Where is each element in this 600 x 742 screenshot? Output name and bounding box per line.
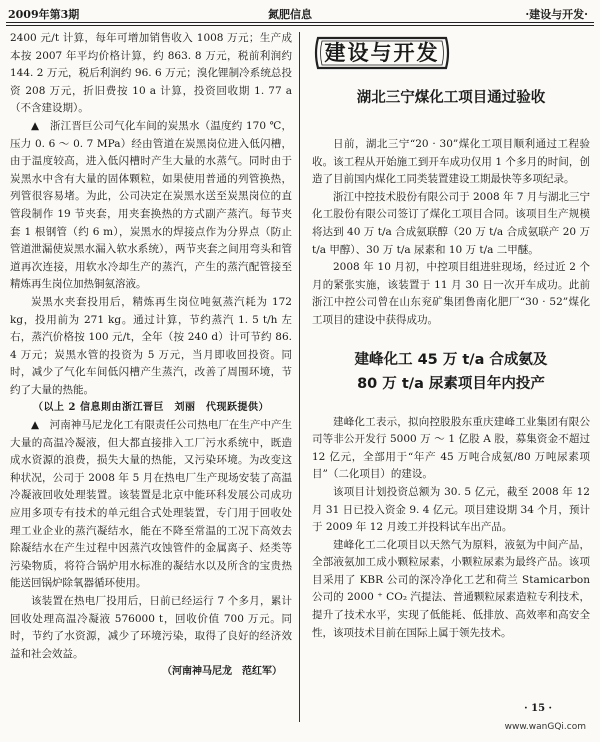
journal-title: 氮肥信息	[268, 8, 312, 21]
credit-line: （以上 2 信息則由浙江晋巨 刘丽 代现跃提供）	[33, 402, 269, 414]
article-title-line2: 80 万 t/a 尿素项目年内投产	[357, 375, 545, 392]
right-column	[312, 30, 590, 642]
header-rule	[6, 22, 594, 23]
page-header	[0, 0, 600, 26]
issue-label: 2009年第3期	[8, 8, 80, 21]
paragraph: 炭黑水夹套投用后，精炼再生岗位吨氨蒸汽耗为 172 kg，投用前为 271 kg。通过计算，节约蒸汽 1. 5 t/h 左右，蒸汽价格按 100 元/t，全年（按 240 d）计可节约 86. 4 万元；炭黑水管的投资为 5 万元，当月即收回投资。同时，减少了气化车间低闪槽产生蒸汽，改善了周围环境，节约了大量的热能。	[10, 295, 292, 396]
credit-line: （河南神马尼龙 范红军）	[162, 666, 282, 678]
paragraph: 建峰化工二化项目以天然气为原料，液氨为中间产品，全部液氨加工成小颗粒尿素，小颗粒尿素为最终产品。该项目采用了 KBR 公司的深冷净化工艺和荷兰 Stamicarbon 公司的 2000 ⁺ CO₂ 汽提法、普通颗粒尿素造粒专利技术，提升了技术水平，实现了低能耗、低排放、高效率和高安全性，该项技术目前在国际上属于领先技术。	[312, 538, 590, 639]
paragraph: 2008 年 10 月初，中控项目组进驻现场，经过近 2 个月的紧张实施，该装置于 11 月 30 日一次开车成功。此前浙江中控公司曾在山东兖矿集团鲁南化肥厂“30 · 52”煤化工项目的建设中获得成功。	[312, 261, 590, 326]
paragraph: 浙江中控技术股份有限公司于 2008 年 7 月与湖北三宁化工股份有限公司签订了煤化工项目合同。该项目生产规模将达到 40 万 t/a 合成氨联醇（20 万 t/a 合成氨联产 20 万 t/a 甲醇）、30 万 t/a 尿素和 10 万 t/a 二甲醚。	[312, 190, 590, 256]
article-title-line1: 建峰化工 45 万 t/a 合成氨及	[354, 351, 548, 368]
paragraph: ▲ 河南神马尼龙化工有限责任公司热电厂在生产中产生大量的高温冷凝液，但大都直接排入工厂污水系统中，既造成水资源的浪费，损失大量的热能，又污染环境。为改变这种状况，公司于 2008 年 5 月在热电厂生产现场安装了高温冷凝液回收处理装置。该装置是北京中能环科发展公司成功应用多项专有技术的单元组合式处理装置，专门用于回收处理工业企业的蒸汽凝结水，能在不降至常温的工况下高效去除凝结水在产生过程中因蒸汽攻蚀管件的金属离子、烃类等污染物质，将符合锅炉用水标准的凝结水以及所含的宝贵热能送回锅炉除氧器循环使用。	[10, 419, 292, 590]
watermark-url: www.wanGQi.com	[504, 722, 586, 732]
paragraph: 2400 元/t 计算，每年可增加销售收入 1008 万元；生产成本按 2007 年平均价格计算，约 863. 8 万元，税前利润约 144. 2 万元，税后利润约 96. 6 万元；溴化锂制冷系统总投资 208 万元，折旧费按 10 a 计算，投资回收期 1. 77 a（不含建设期）。	[10, 32, 292, 115]
header-rule-thin	[6, 25, 594, 26]
paragraph: 该项目计划投资总额为 30. 5 亿元，截至 2008 年 12 月 31 日已投入资金 9. 4 亿元。项目建设期 34 个月，预计于 2009 年 12 月竣工并投料试车出产品。	[312, 485, 590, 534]
paragraph: 日前，湖北三宁“20 · 30”煤化工项目顺利通过工程验收。该工程从开始施工到开车成功仅用 1 个多月的时间，创造了目前国内煤化工同类装置建设工期最快等多项纪录。	[312, 138, 590, 186]
paragraph: 该装置在热电厂投用后，日前已经运行 7 个多月，累计回收处理高温冷凝液 576000 t，回收价值 700 万元。同时，节约了水资源，减少了环境污染，取得了良好的经济效益和社会效益。	[10, 595, 292, 660]
section-label: ·建设与开发·	[525, 8, 588, 21]
paragraph: 建峰化工表示，拟向控股股东重庆建峰工业集团有限公司等非公开发行 5000 万 ～ 1 亿股 A 股，募集资金不超过 12 亿元，全部用于“年产 45 万吨合成氨/80 万吨尿素项目”（二化项目）的建设。	[312, 415, 590, 481]
page-number: · 15 ·	[524, 703, 552, 714]
paragraph: ▲ 浙江晋巨公司气化车间的炭黑水（温度约 170 ℃，压力 0. 6 ～ 0. 7 MPa）经由管道在炭黑岗位进入低闪槽，由于温度较高，进入低闪槽时产生大量的水蒸气。同时由于炭黑水中含有大量的固体颗粒，如果使用普通的列管换热，列管很容易堵。为此，公司决定在炭黑水送至炭黑岗位的直管段制作 19 节夹套，用夹套换热的方式副产蒸汽。每节夹套 1 根钢管（约 6 m），炭黑水的焊接点作为分界点（防止管道泄漏使炭黑水漏入软水系统），两节夹套之间用弯头和管道再次连接，用软水冷却生产的蒸汽，产生的蒸汽配管接至精炼再生岗位加热铜氨溶液。	[10, 119, 292, 291]
column-divider	[299, 32, 300, 722]
section-banner	[312, 34, 452, 72]
banner-title: 建设与开发	[324, 40, 440, 65]
left-column	[10, 30, 292, 681]
article-title: 湖北三宁煤化工项目通过验收	[356, 90, 546, 106]
